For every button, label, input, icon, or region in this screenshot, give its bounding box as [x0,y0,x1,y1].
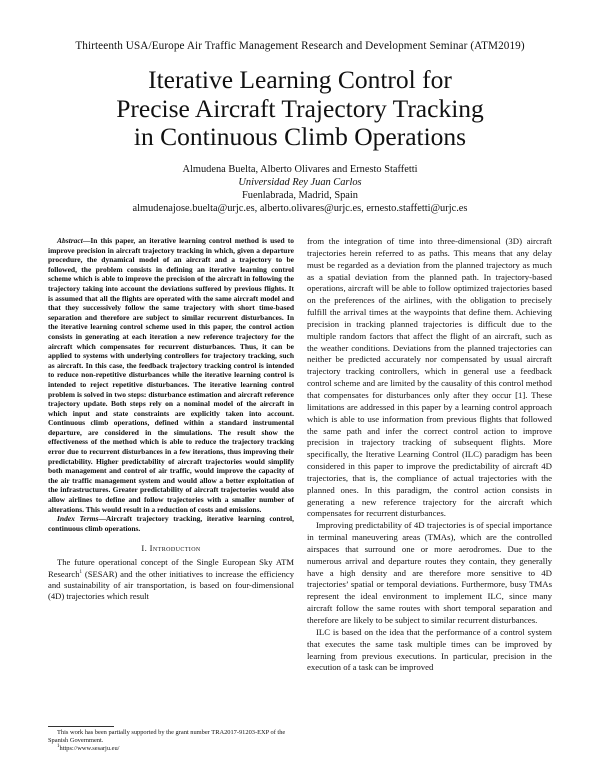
footnote-mark: 1 [79,569,82,575]
intro-paragraph-1 [48,557,294,602]
footnote-url-text: https://www.sesarju.eu/ [59,745,120,752]
footnotes [48,729,294,753]
index-terms-text: —Aircraft trajectory tracking, iterative learning control, continuous climb operations. [48,514,295,533]
section-number: I. [141,543,150,554]
section-heading [48,543,294,553]
intro-text-a: The future operational concept of the Single European Sky ATM Research [48,557,294,579]
author-names: Almudena Buelta, Alberto Olivares and Ernesto Staffetti [182,164,418,175]
title-line-2: Precise Aircraft Trajectory Tracking [116,93,484,123]
left-column [48,236,294,603]
right-column [307,236,552,674]
paper-title [0,66,600,152]
footnote-url-mark: 1 [57,743,60,749]
footnote-divider [48,726,114,727]
abstract-text: —In this paper, an iterative learning control method is used to improve precision in aircraft trajectory tracking in which, given a departure procedure, the dynamical model of an aircraft and a trajectory to be followed, the problem consists in defining an iterative learning control scheme which is able to improve the precision of the aircraft in following the trajectory taking into account the deviations suffered by previous flights. It is assumed that all the flights are operated with the same aircraft model and that they successively follow the same trajectory with short time-based separation and therefore are subject to similar recurrent disturbances. In the iterative learning control scheme used in this paper, the control action consists in generating at each iteration a new reference trajectory for the aircraft which compensates for recurrent disturbances. Thus, it can be applied to systems with underlying controllers for trajectory tracking, such as aircraft. In this case, the feedback trajectory tracking control is intended to reduce non-repetitive disturbances while the iterative learning control is intended to reject repetitive disturbances. The iterative learning control problem is solved in two steps: disturbance estimation and aircraft reference trajectory update. Both steps rely on a nominal model of the aircraft in which input and state constraints are explicitly taken into account. Continuous climb operations, defined within a standard instrumental departure, are considered in the simulations. The result show the effectiveness of the method which is able to reduce the trajectory tracking error due to recurrent disturbances in a few iterations, thus improving their predictability. Higher predictability of aircraft trajectories would simplify both management and control of air traffic, would improve the capacity of the air traffic management system and would allow a better exploitation of the infrastructures. Greater predictability of aircraft trajectories would also allow airlines to define and follow trajectories with a smaller number of alterations. This would result in a reduction of costs and emissions. [48,236,294,514]
section-title: Introduction [149,543,201,554]
footnote-funding: This work has been partially supported by the grant number TRA2017-91203-EXP of the Spanish Government. [48,729,286,744]
right-paragraph-3: ILC is based on the idea that the performance of a control system that executes the same task multiple times can be improved by learning from previous executions. In particular, precision in the execution of a task can be improved [307,626,552,673]
abstract [48,236,294,514]
index-terms [48,514,294,533]
intro-text-b: (SESAR) and the other initiatives to increase the efficiency and sustainability of air transportation, is based on four-dimensional (4D) trajectories which result [48,568,294,602]
author-block [0,163,600,215]
right-paragraph-2: Improving predictability of 4D trajectories is of special importance in terminal maneuvering areas (TMAs), which are the controlled airspaces that surround one or more aerodromes. Due to the numerous arrival and departure routes they contain, they generally have a high density and are therefore more sensitive to 4D trajectories’ spatial or temporal deviations. Furthermore, busy TMAs represent the ideal environment to implement ILC, since many aircraft follow the same routes with short temporal separation and therefore are likely to be subject to similar recurrent disturbances. [307,520,552,625]
title-line-3: in Continuous Climb Operations [133,122,467,151]
abstract-lead: Abstract [57,236,83,245]
seminar-header: Thirteenth USA/Europe Air Traffic Management Research and Development Seminar (ATM2019) [75,40,525,52]
author-emails: almudenajose.buelta@urjc.es, alberto.olivares@urjc.es, ernesto.staffetti@urjc.es [132,203,468,214]
author-location: Fuenlabrada, Madrid, Spain [241,190,358,201]
author-affiliation: Universidad Rey Juan Carlos [238,177,362,188]
title-line-1: Iterative Learning Control for [148,65,452,94]
index-terms-lead: Index Terms [57,514,99,524]
footnote-url [48,745,294,753]
right-paragraph-1: from the integration of time into three-dimensional (3D) aircraft trajectories herein referred to as paths. This means that any delay must be regarded as a deviation from the planned trajectory as much as a spatial deviation from the planned path. In trajectory-based operations, aircraft will be able to follow optimized trajectories based on the preferences of the airlines, with the obligation to precisely fulfill the arrival times at the waypoints that define them. Achieving precision in tracking planned trajectories is difficult due to the multiple random factors that affect the flight of an aircraft, such as the weather conditions. Deviations from the planned trajectories can neither be predicted accurately nor compensated by usual aircraft trajectory tracking controllers, which in general use a feedback control scheme and are limited by the causality of this control method that compensates for disturbances only after they occur [1]. These limitations are addressed in this paper by a learning control approach which is able to use information from previous flights that followed the same path and infer the correct control action to improve precision in trajectory tracking of subsequent flights. More specifically, the Iterative Learning Control (ILC) paradigm has been considered in this paper to improve the predictability of aircraft 4D trajectories, that is, the compliance of actual trajectories with the planned ones. In this paradigm, the control action consists in generating a new reference trajectory for the aircraft which compensates for recurrent disturbances. [307,236,552,519]
